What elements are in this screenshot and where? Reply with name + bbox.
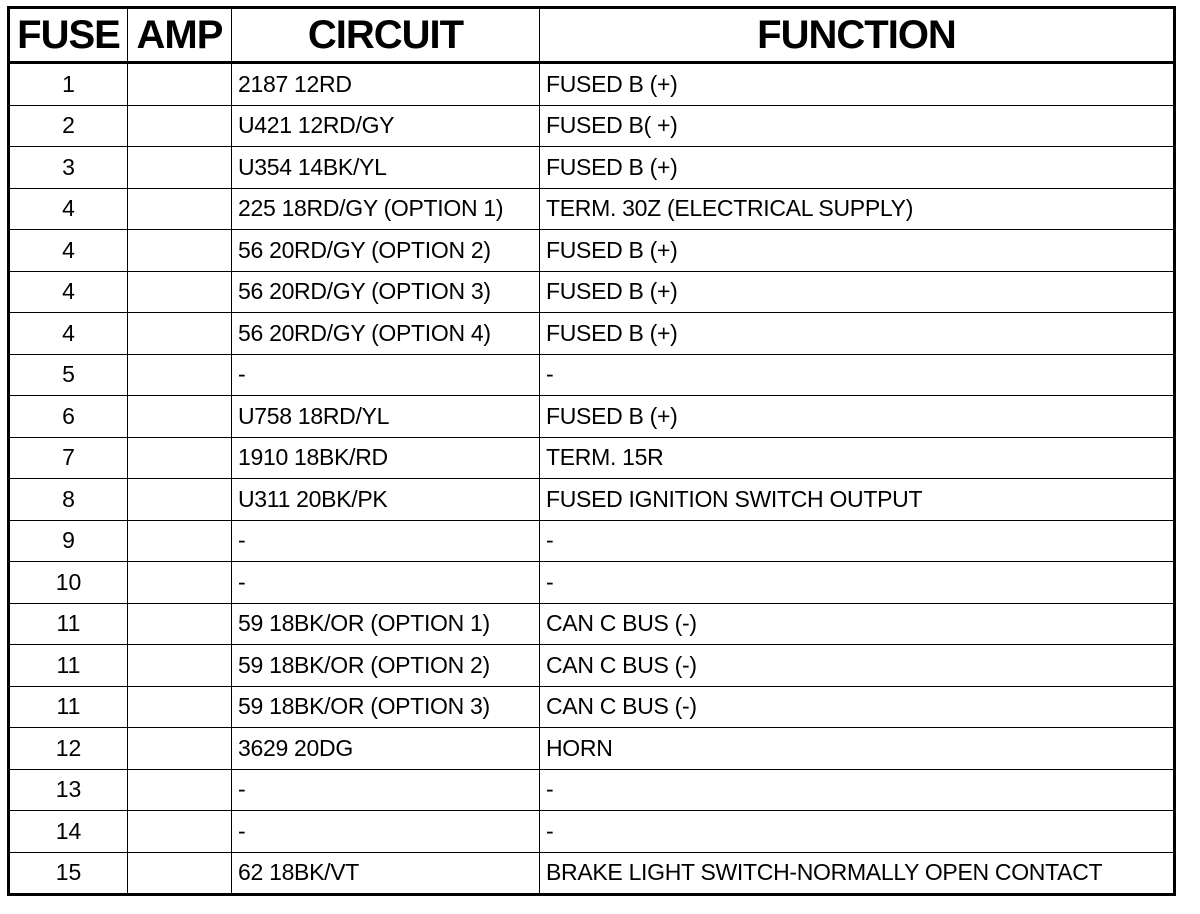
cell-amp [128,645,232,687]
table-row [9,313,1175,355]
table-row [9,603,1175,645]
table-row [9,437,1175,479]
cell-circuit: 56 20RD/GY (OPTION 3) [232,271,540,313]
cell-fuse: 4 [9,271,128,313]
header-fuse: FUSE [9,8,128,63]
table-row [9,852,1175,895]
cell-amp [128,313,232,355]
cell-amp [128,230,232,272]
fuse-table [7,6,1176,896]
cell-fuse: 11 [9,686,128,728]
table-row [9,63,1175,106]
cell-fuse: 10 [9,562,128,604]
table-row [9,520,1175,562]
cell-fuse: 7 [9,437,128,479]
cell-circuit: 225 18RD/GY (OPTION 1) [232,188,540,230]
cell-amp [128,811,232,853]
cell-amp [128,769,232,811]
table-row [9,105,1175,147]
cell-function: CAN C BUS (-) [540,603,1175,645]
cell-circuit: U311 20BK/PK [232,479,540,521]
cell-circuit: 1910 18BK/RD [232,437,540,479]
cell-fuse: 4 [9,313,128,355]
cell-fuse: 15 [9,852,128,895]
cell-amp [128,728,232,770]
cell-function: FUSED B (+) [540,396,1175,438]
table-row [9,562,1175,604]
cell-fuse: 1 [9,63,128,106]
cell-amp [128,603,232,645]
cell-circuit: 2187 12RD [232,63,540,106]
cell-circuit: - [232,520,540,562]
table-row [9,230,1175,272]
table-row [9,271,1175,313]
cell-amp [128,396,232,438]
cell-fuse: 12 [9,728,128,770]
cell-fuse: 4 [9,230,128,272]
table-header [9,8,1175,63]
cell-fuse: 2 [9,105,128,147]
header-function: FUNCTION [540,8,1175,63]
table-row [9,811,1175,853]
cell-function: CAN C BUS (-) [540,686,1175,728]
cell-circuit: 59 18BK/OR (OPTION 1) [232,603,540,645]
cell-function: FUSED B (+) [540,63,1175,106]
header-row [9,8,1175,63]
cell-fuse: 6 [9,396,128,438]
cell-circuit: - [232,811,540,853]
cell-amp [128,562,232,604]
table-row [9,686,1175,728]
cell-function: FUSED IGNITION SWITCH OUTPUT [540,479,1175,521]
table-row [9,645,1175,687]
table-row [9,147,1175,189]
cell-function: - [540,562,1175,604]
cell-fuse: 13 [9,769,128,811]
header-circuit: CIRCUIT [232,8,540,63]
cell-function: FUSED B (+) [540,147,1175,189]
cell-function: BRAKE LIGHT SWITCH-NORMALLY OPEN CONTACT [540,852,1175,895]
cell-function: TERM. 15R [540,437,1175,479]
cell-circuit: 56 20RD/GY (OPTION 2) [232,230,540,272]
cell-circuit: U421 12RD/GY [232,105,540,147]
cell-amp [128,271,232,313]
cell-amp [128,520,232,562]
table-row [9,354,1175,396]
cell-fuse: 14 [9,811,128,853]
table-row [9,769,1175,811]
cell-function: FUSED B( +) [540,105,1175,147]
cell-circuit: 56 20RD/GY (OPTION 4) [232,313,540,355]
cell-function: - [540,520,1175,562]
cell-fuse: 11 [9,603,128,645]
cell-circuit: 59 18BK/OR (OPTION 3) [232,686,540,728]
cell-circuit: 62 18BK/VT [232,852,540,895]
cell-fuse: 3 [9,147,128,189]
cell-amp [128,63,232,106]
table-row [9,728,1175,770]
cell-circuit: - [232,769,540,811]
cell-amp [128,479,232,521]
cell-circuit: U354 14BK/YL [232,147,540,189]
cell-amp [128,105,232,147]
table-row [9,188,1175,230]
cell-function: FUSED B (+) [540,271,1175,313]
cell-circuit: - [232,354,540,396]
cell-amp [128,188,232,230]
cell-circuit: - [232,562,540,604]
table-row [9,396,1175,438]
cell-fuse: 9 [9,520,128,562]
cell-circuit: 3629 20DG [232,728,540,770]
cell-fuse: 4 [9,188,128,230]
cell-function: - [540,354,1175,396]
cell-amp [128,852,232,895]
cell-amp [128,686,232,728]
cell-circuit: U758 18RD/YL [232,396,540,438]
table-row [9,479,1175,521]
cell-function: CAN C BUS (-) [540,645,1175,687]
cell-fuse: 11 [9,645,128,687]
cell-function: - [540,769,1175,811]
cell-function: FUSED B (+) [540,230,1175,272]
header-amp: AMP [128,8,232,63]
cell-function: FUSED B (+) [540,313,1175,355]
cell-function: - [540,811,1175,853]
cell-fuse: 8 [9,479,128,521]
cell-amp [128,437,232,479]
cell-fuse: 5 [9,354,128,396]
cell-function: TERM. 30Z (ELECTRICAL SUPPLY) [540,188,1175,230]
table-body [9,63,1175,895]
cell-circuit: 59 18BK/OR (OPTION 2) [232,645,540,687]
cell-function: HORN [540,728,1175,770]
cell-amp [128,147,232,189]
cell-amp [128,354,232,396]
